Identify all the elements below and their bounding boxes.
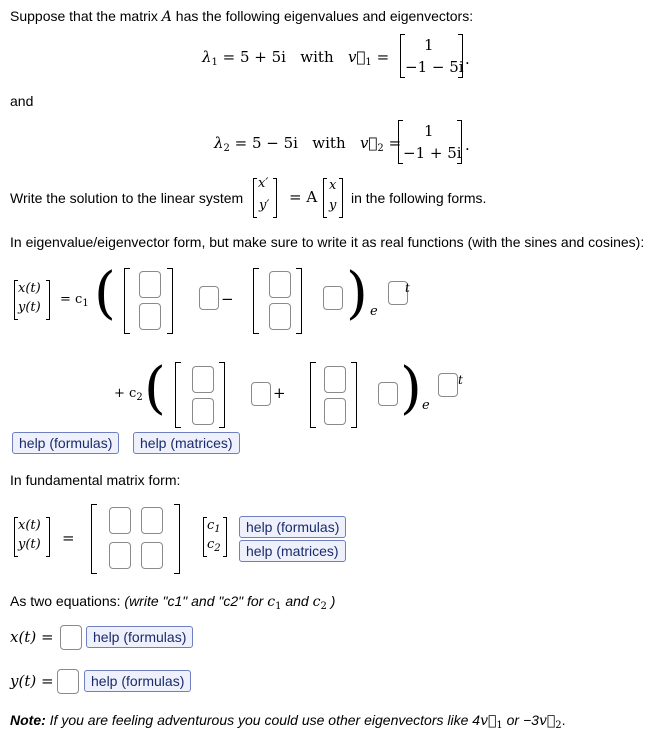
row2-exponent-input[interactable] bbox=[438, 373, 458, 397]
row1-minus: − bbox=[221, 290, 234, 308]
row2-close-paren: ) bbox=[400, 356, 422, 421]
eigenpair-1 bbox=[202, 48, 389, 68]
fund-matrix-bracket-right bbox=[174, 504, 180, 574]
lhs-bracket-right-1 bbox=[46, 280, 50, 320]
note-end: . bbox=[561, 712, 566, 728]
row2-t: t bbox=[458, 373, 463, 387]
row1-vec-a-bracket-right bbox=[167, 268, 173, 334]
note-v2: v⃗ bbox=[538, 713, 556, 729]
row1-eq-c1 bbox=[60, 292, 89, 309]
eigvec-2-top: 1 bbox=[424, 122, 434, 140]
vector-1-eq: = bbox=[371, 48, 390, 66]
intro-sentence: Suppose that the matrix bbox=[10, 8, 162, 24]
two-eq-text: As two equations: bbox=[10, 593, 125, 609]
lambda-2-value: = 5 − 5i bbox=[229, 134, 298, 152]
lambda-1-value: = 5 + 5i bbox=[217, 48, 286, 66]
system-eq-a bbox=[289, 188, 317, 206]
row1-t: t bbox=[405, 281, 410, 295]
row1-vec-a-bottom-input[interactable] bbox=[139, 303, 161, 330]
two-eq-instr: (write "c1" and "c2" for bbox=[124, 593, 268, 609]
fund-c1-sub: 1 bbox=[214, 524, 221, 535]
vector-1: v⃗ bbox=[347, 48, 366, 66]
fund-lhs-bracket-right bbox=[46, 517, 50, 557]
system-rhs-bracket-right bbox=[339, 178, 343, 218]
row2-vec-b-bracket-left bbox=[310, 362, 316, 428]
eigenpair-2 bbox=[214, 134, 401, 154]
row2-c2-sub: 2 bbox=[136, 392, 143, 403]
note-v1-sub: 1 bbox=[496, 720, 503, 731]
row1-vec-a-top-input[interactable] bbox=[139, 271, 161, 298]
row2-vec-a-bottom-input[interactable] bbox=[192, 398, 214, 425]
fund-matrix-bracket-left bbox=[91, 504, 97, 574]
help-matrices-button-1[interactable]: help (matrices) bbox=[133, 432, 240, 454]
lambda-1-sub: 1 bbox=[211, 57, 218, 68]
two-eq-c2: c bbox=[312, 594, 321, 610]
help-formulas-button-2[interactable]: help (formulas) bbox=[239, 516, 346, 538]
with-1: with bbox=[300, 48, 334, 66]
with-2: with bbox=[312, 134, 346, 152]
y-eq-label: y(t) = bbox=[10, 672, 54, 690]
fund-c-bracket-right bbox=[223, 517, 227, 557]
system-x: x bbox=[329, 178, 337, 193]
vector-1-sub: 1 bbox=[365, 57, 372, 68]
and-text: and bbox=[10, 93, 34, 109]
help-matrices-button-2[interactable]: help (matrices) bbox=[239, 540, 346, 562]
system-y: y bbox=[329, 198, 337, 213]
eigvec-1-bracket-right bbox=[458, 34, 463, 78]
note-v1: v⃗ bbox=[480, 713, 497, 729]
lhs-xt-1: x(t) bbox=[18, 281, 41, 296]
eigvec-2-bottom: −1 + 5i bbox=[403, 144, 462, 162]
two-eq-and: and bbox=[281, 593, 313, 609]
row1-e: e bbox=[370, 304, 378, 319]
fund-m22-input[interactable] bbox=[141, 542, 163, 569]
row1-vec-a-bracket-left bbox=[124, 268, 130, 334]
row1-close-paren: ) bbox=[346, 261, 368, 326]
row2-plus-c2-text: + c bbox=[114, 386, 137, 401]
fund-c2-sub: 2 bbox=[214, 543, 221, 554]
note-text: If you are feeling adventurous you could use other eigenvectors like 4 bbox=[45, 712, 481, 728]
vector-2-eq: = bbox=[383, 134, 402, 152]
fundamental-heading: In fundamental matrix form: bbox=[10, 472, 181, 488]
row1-func-a-input[interactable] bbox=[199, 286, 219, 310]
matrix-symbol: A bbox=[161, 9, 172, 25]
system-suffix: in the following forms. bbox=[351, 190, 487, 206]
help-formulas-button-4[interactable]: help (formulas) bbox=[84, 670, 191, 692]
row1-open-paren: ( bbox=[94, 261, 116, 326]
row2-e: e bbox=[422, 398, 430, 413]
help-formulas-button-3[interactable]: help (formulas) bbox=[86, 626, 193, 648]
system-eq-a-text: = A bbox=[289, 188, 318, 206]
y-eq-input[interactable] bbox=[57, 669, 79, 694]
fund-lhs-yt: y(t) bbox=[18, 537, 41, 552]
fund-m21-input[interactable] bbox=[109, 542, 131, 569]
lambda-1: λ bbox=[202, 48, 212, 66]
lambda-2-sub: 2 bbox=[223, 143, 230, 154]
fund-c1 bbox=[207, 518, 221, 535]
fund-m12-input[interactable] bbox=[141, 507, 163, 534]
eigvec-1-period: . bbox=[465, 50, 470, 68]
vector-2-sub: 2 bbox=[377, 143, 384, 154]
row1-vec-b-bottom-input[interactable] bbox=[269, 303, 291, 330]
intro-text bbox=[10, 8, 473, 25]
row1-vec-b-top-input[interactable] bbox=[269, 271, 291, 298]
row1-eq-c1-text: = c bbox=[60, 292, 83, 307]
eigvec-1-top: 1 bbox=[424, 36, 434, 54]
row2-plus-c2 bbox=[114, 386, 143, 403]
row1-c1-sub: 1 bbox=[82, 298, 89, 309]
row2-vec-b-top-input[interactable] bbox=[324, 366, 346, 393]
intro-tail: has the following eigenvalues and eigenvectors: bbox=[171, 8, 474, 24]
system-yprime: y′ bbox=[259, 198, 270, 213]
row2-open-paren: ( bbox=[144, 356, 166, 421]
note-v2-sub: 2 bbox=[555, 720, 562, 731]
note-or: or −3 bbox=[502, 712, 539, 728]
two-eq-c1: c bbox=[267, 594, 276, 610]
two-eq-close: ) bbox=[326, 593, 336, 609]
row2-vec-a-top-input[interactable] bbox=[192, 366, 214, 393]
row2-vec-b-bracket-right bbox=[351, 362, 357, 428]
lambda-2: λ bbox=[214, 134, 224, 152]
row2-vec-b-bottom-input[interactable] bbox=[324, 398, 346, 425]
row2-vec-a-bracket-right bbox=[219, 362, 225, 428]
system-lhs-bracket-left bbox=[253, 178, 257, 218]
system-prefix: Write the solution to the linear system bbox=[10, 190, 244, 206]
row1-vec-b-bracket-right bbox=[296, 268, 302, 334]
row2-plus: + bbox=[273, 384, 286, 402]
fund-c1-text: c bbox=[207, 518, 215, 533]
x-eq-label: x(t) = bbox=[10, 628, 54, 646]
eigvec-2-period: . bbox=[465, 136, 470, 154]
row2-vec-a-bracket-left bbox=[175, 362, 181, 428]
row2-func-b-input[interactable] bbox=[378, 382, 398, 406]
system-xprime: x′ bbox=[258, 176, 269, 191]
note-label: Note: bbox=[10, 712, 46, 728]
fund-c2-text: c bbox=[207, 537, 215, 552]
eigvec-2-bracket-right bbox=[457, 120, 462, 164]
fund-eq: = bbox=[62, 529, 75, 547]
system-lhs-bracket-right bbox=[273, 178, 277, 218]
eigvec-1-bottom: −1 − 5i bbox=[405, 58, 464, 76]
row1-func-b-input[interactable] bbox=[323, 286, 343, 310]
row2-func-a-input[interactable] bbox=[251, 382, 271, 406]
x-eq-input[interactable] bbox=[60, 625, 82, 650]
note bbox=[10, 712, 566, 731]
row1-vec-b-bracket-left bbox=[253, 268, 259, 334]
lhs-yt-1: y(t) bbox=[18, 300, 41, 315]
system-rhs-bracket-left bbox=[323, 178, 327, 218]
fund-c2 bbox=[207, 537, 221, 554]
two-equations-heading bbox=[10, 593, 335, 612]
fund-lhs-xt: x(t) bbox=[18, 518, 41, 533]
vector-2: v⃗ bbox=[359, 134, 378, 152]
two-eq-c2-sub: 2 bbox=[320, 601, 327, 612]
fund-m11-input[interactable] bbox=[109, 507, 131, 534]
eigen-form-heading: In eigenvalue/eigenvector form, but make sure to write it as real functions (with the sines and cosines): bbox=[10, 234, 645, 250]
help-formulas-button-1[interactable]: help (formulas) bbox=[12, 432, 119, 454]
two-eq-c1-sub: 1 bbox=[275, 601, 282, 612]
